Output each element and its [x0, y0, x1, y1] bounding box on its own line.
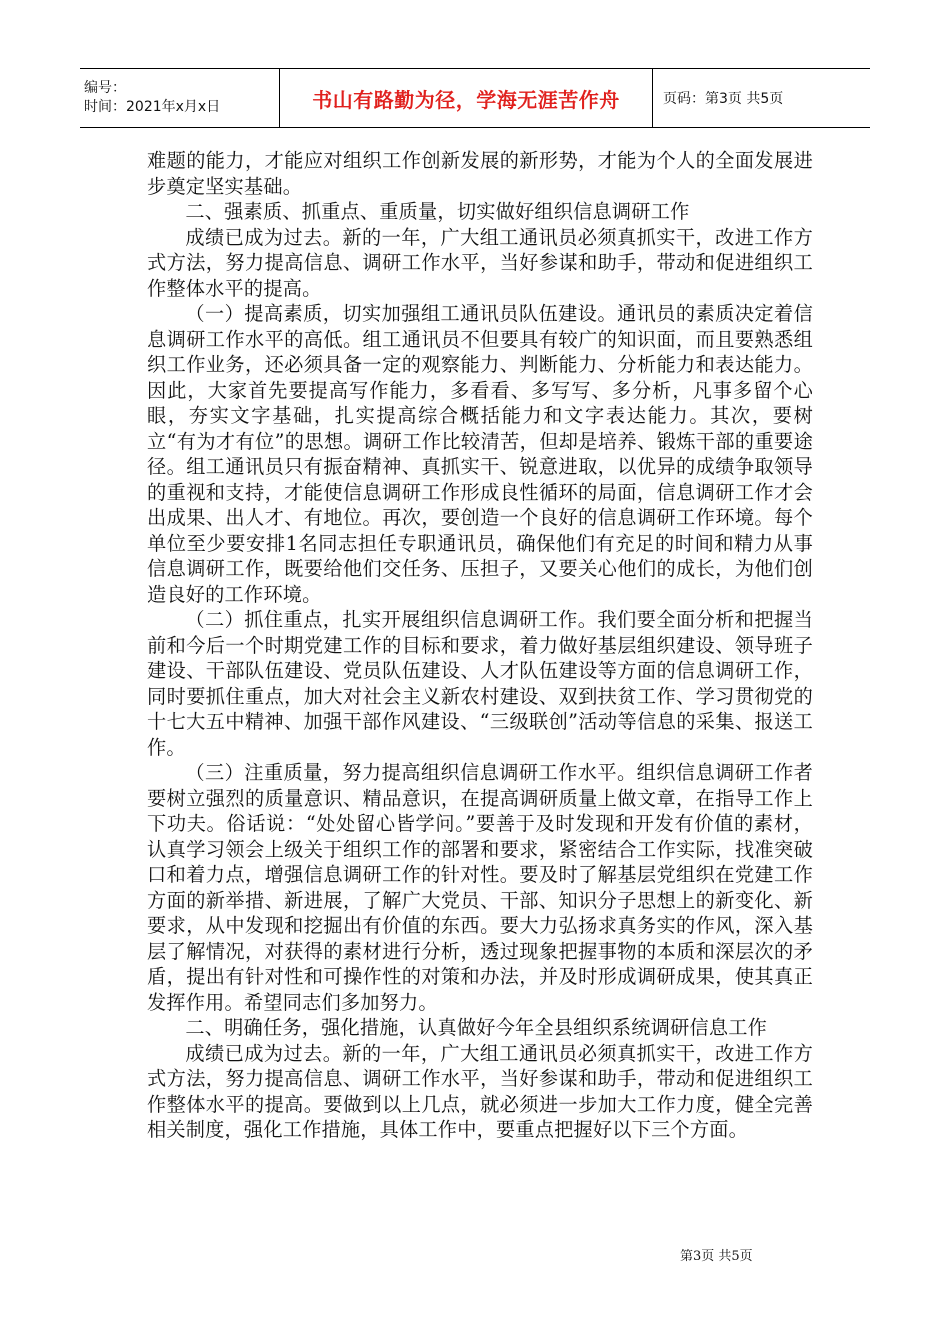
header-page-code-cell [653, 69, 870, 127]
page-header [80, 68, 870, 128]
body-paragraph: （二）抓住重点，扎实开展组织信息调研工作。我们要全面分析和把握当前和今后一个时期党建工作的目标和要求，着力做好基层组织建设、领导班子建设、干部队伍建设、党员队伍建设、人才队伍建设等方面的信息调研工作，同时要抓住重点，加大对社会主义新农村建设、双到扶贫工作、学习贯彻党的十七大五中精神、加强干部作风建设、“三级联创”活动等信息的采集、报送工作。 [147, 608, 813, 759]
paragraph-continued: 难题的能力，才能应对组织工作创新发展的新形势，才能为个人的全面发展进步奠定坚实基础。 [147, 149, 813, 198]
section-heading: 二、强素质、抓重点、重质量，切实做好组织信息调研工作 [185, 200, 690, 223]
body-paragraph: 成绩已成为过去。新的一年，广大组工通讯员必须真抓实干，改进工作方式方法，努力提高信息、调研工作水平，当好参谋和助手，带动和促进组织工作整体水平的提高。要做到以上几点，就必须进一步加大工作力度，健全完善相关制度，强化工作措施，具体工作中，要重点把握好以下三个方面。 [147, 1041, 813, 1141]
footer-page-number: 第3页 共5页 [680, 1249, 753, 1264]
body-paragraph: （一）提高素质，切实加强组工通讯员队伍建设。通讯员的素质决定着信息调研工作水平的高低。组工通讯员不但要具有较广的知识面，而且要熟悉组织工作业务，还必须具备一定的观察能力、判断能力、分析能力和表达能力。因此，大家首先要提高写作能力，多看看、多写写、多分析，凡事多留个心眼，夯实文字基础，扎实提高综合概括能力和文字表达能力。其次，要树立“有为才有位”的思想。调研工作比较清苦，但却是培养、锻炼干部的重要途径。组工通讯员只有振奋精神、真抓实干、锐意进取，以优异的成绩争取领导的重视和支持，才能使信息调研工作形成良性循环的局面，信息调研工作才会出成果、出人才、有地位。再次，要创造一个良好的信息调研工作环境。每个单位至少要安排1名同志担任专职通讯员，确保他们有充足的时间和精力从事信息调研工作，既要给他们交任务、压担子，又要关心他们的成长，为他们创造良好的工作环境。 [147, 302, 813, 606]
document-body [147, 148, 813, 1143]
header-meta [80, 69, 280, 127]
body-paragraph: （三）注重质量，努力提高组织信息调研工作水平。组织信息调研工作者要树立强烈的质量意识、精品意识，在提高调研质量上做文章，在指导工作上下功夫。俗话说：“处处留心皆学问。”要善于及时发现和开发有价值的素材，认真学习领会上级关于组织工作的部署和要求，紧密结合工作实际，找准突破口和着力点，增强信息调研工作的针对性。要及时了解基层党组织在党建工作方面的新举措、新进展，了解广大党员、干部、知识分子思想上的新变化、新要求，从中发现和挖掘出有价值的东西。要大力弘扬求真务实的作风，深入基层了解情况，对获得的素材进行分析，透过现象把握事物的本质和深层次的矛盾，提出有针对性和可操作性的对策和办法，并及时形成调研成果，使其真正发挥作用。希望同志们多加努力。 [147, 761, 813, 1014]
header-motto-cell [280, 69, 653, 127]
document-time-label: 时间：2021年x月x日 [84, 99, 221, 115]
header-motto: 书山有路勤为径，学海无涯苦作舟 [312, 87, 620, 112]
header-page-code: 页码：第3页 共5页 [663, 91, 784, 107]
section-heading: 二、明确任务，强化措施，认真做好今年全县组织系统调研信息工作 [185, 1016, 768, 1039]
body-paragraph: 成绩已成为过去。新的一年，广大组工通讯员必须真抓实干，改进工作方式方法，努力提高信息、调研工作水平，当好参谋和助手，带动和促进组织工作整体水平的提高。 [147, 225, 813, 300]
page-footer [680, 1245, 753, 1264]
document-number-label: 编号： [84, 80, 126, 96]
